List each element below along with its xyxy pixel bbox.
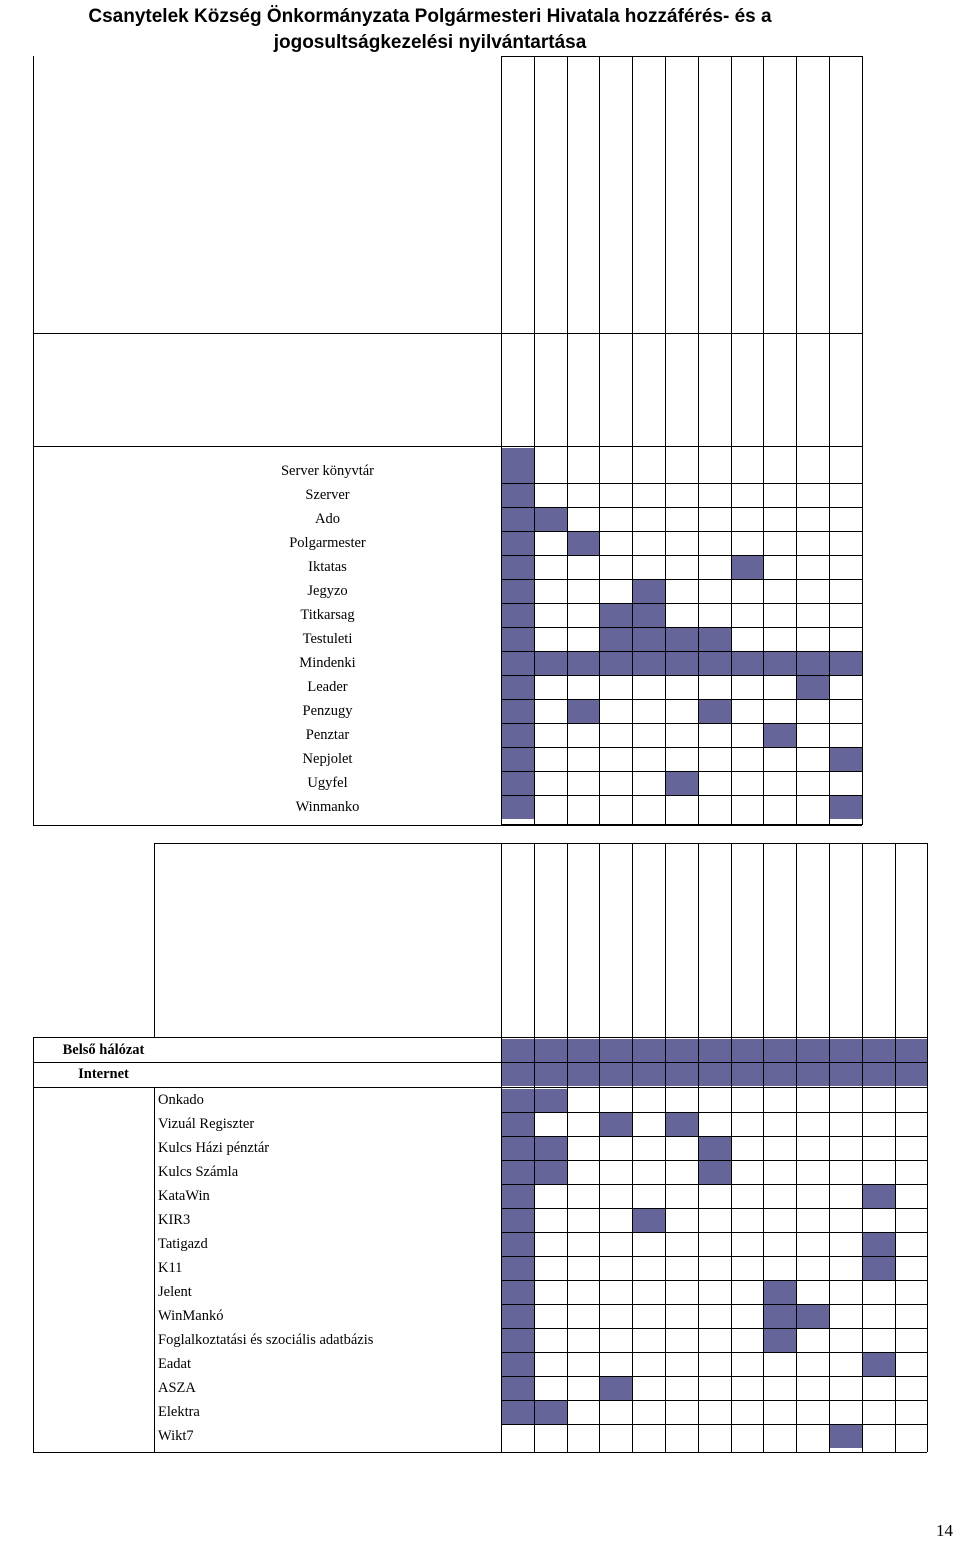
grid-line-horizontal (501, 531, 862, 532)
row-label: Iktatas (308, 559, 347, 575)
access-cell-granted (600, 1039, 632, 1062)
access-cell-granted (502, 652, 534, 675)
grid-line-vertical (698, 843, 699, 1452)
access-cell-granted (502, 1329, 534, 1352)
access-cell-granted (699, 628, 731, 651)
access-cell-granted (502, 1039, 534, 1062)
grid-line-horizontal (501, 723, 862, 724)
access-cell-granted (502, 508, 534, 531)
grid-line-horizontal (501, 1208, 927, 1209)
access-cell-granted (764, 1329, 796, 1352)
access-cell-granted (830, 652, 862, 675)
access-cell-granted (830, 1063, 862, 1086)
grid-line-horizontal (501, 1376, 927, 1377)
access-cell-granted (502, 1353, 534, 1376)
network-row-label: Internet (78, 1066, 129, 1082)
grid-line-vertical (665, 56, 666, 825)
access-cell-granted (764, 1305, 796, 1328)
grid-line-horizontal (501, 699, 862, 700)
grid-line-horizontal (501, 627, 862, 628)
grid-line-vertical (567, 56, 568, 825)
program-row-label: Jelent (158, 1284, 192, 1300)
access-cell-granted (863, 1257, 895, 1280)
grid-line-horizontal (33, 825, 862, 826)
access-cell-granted (732, 1039, 764, 1062)
network-row-label: Belső hálózat (62, 1042, 145, 1058)
program-row-label: Onkado (158, 1092, 204, 1108)
access-cell-granted (633, 580, 665, 603)
access-cell-granted (764, 1281, 796, 1304)
grid-line-vertical (567, 843, 568, 1452)
access-cell-granted (666, 1063, 698, 1086)
program-row-label: ASZA (158, 1380, 196, 1396)
access-cell-granted (797, 1063, 829, 1086)
grid-line-horizontal (33, 1062, 927, 1063)
grid-line-vertical (599, 56, 600, 825)
access-cell-granted (699, 1063, 731, 1086)
grid-line-vertical (501, 843, 502, 1452)
grid-line-horizontal (501, 1352, 927, 1353)
access-cell-granted (699, 1161, 731, 1184)
access-cell-granted (764, 1063, 796, 1086)
grid-line-horizontal (501, 771, 862, 772)
grid-line-vertical (763, 843, 764, 1452)
grid-line-vertical (829, 843, 830, 1452)
grid-line-horizontal (501, 747, 862, 748)
grid-line-horizontal (501, 1280, 927, 1281)
grid-line-horizontal (501, 1232, 927, 1233)
grid-line-horizontal (33, 1087, 927, 1088)
access-cell-granted (764, 652, 796, 675)
grid-line-horizontal (501, 1328, 927, 1329)
access-cell-granted (797, 652, 829, 675)
grid-line-horizontal (501, 1400, 927, 1401)
access-cell-granted (502, 700, 534, 723)
access-cell-granted (535, 508, 567, 531)
program-row-label: Kulcs Számla (158, 1164, 239, 1180)
grid-line-horizontal (501, 579, 862, 580)
program-row-label: Tatigazd (158, 1236, 208, 1252)
access-cell-granted (863, 1039, 895, 1062)
row-label: Ugyfel (307, 775, 348, 791)
grid-line-vertical (927, 843, 928, 1452)
access-cell-granted (863, 1185, 895, 1208)
row-label: Jegyzo (307, 583, 348, 599)
access-cell-granted (830, 748, 862, 771)
access-cell-granted (732, 556, 764, 579)
document-title (0, 4, 860, 56)
grid-line-horizontal (154, 843, 927, 844)
access-cell-granted (666, 652, 698, 675)
grid-line-horizontal (501, 651, 862, 652)
row-label: Szerver (305, 487, 350, 503)
access-cell-granted (502, 556, 534, 579)
program-row-label: Wikt7 (158, 1428, 194, 1444)
access-cell-granted (568, 532, 600, 555)
access-cell-granted (699, 700, 731, 723)
access-cell-granted (502, 724, 534, 747)
access-cell-granted (699, 1039, 731, 1062)
grid-line-horizontal (501, 824, 862, 825)
access-cell-granted (896, 1063, 928, 1086)
access-cell-granted (732, 652, 764, 675)
row-label: Nepjolet (302, 751, 353, 767)
grid-line-vertical (796, 56, 797, 825)
access-cell-granted (502, 1185, 534, 1208)
grid-line-horizontal (501, 56, 862, 57)
row-label: Titkarsag (300, 607, 355, 623)
grid-line-horizontal (501, 483, 862, 484)
access-cell-granted (502, 532, 534, 555)
row-label: Ado (315, 511, 340, 527)
grid-line-horizontal (33, 446, 862, 447)
program-row-label: Kulcs Házi pénztár (158, 1140, 270, 1156)
program-row-label: K11 (158, 1260, 183, 1276)
program-row-label: KIR3 (158, 1212, 191, 1228)
access-cell-granted (535, 1161, 567, 1184)
page-number: 14 (936, 1521, 953, 1540)
access-cell-granted (633, 1063, 665, 1086)
access-cell-granted (502, 1305, 534, 1328)
access-cell-granted (535, 1063, 567, 1086)
access-cell-granted (732, 1063, 764, 1086)
grid-line-vertical (731, 56, 732, 825)
access-cell-granted (502, 1401, 534, 1424)
access-cell-granted (502, 676, 534, 699)
grid-line-horizontal (501, 603, 862, 604)
access-cell-granted (502, 484, 534, 507)
grid-line-vertical (698, 56, 699, 825)
access-cell-granted (502, 772, 534, 795)
access-cell-granted (699, 1137, 731, 1160)
grid-line-vertical (501, 56, 502, 825)
grid-line-vertical (632, 843, 633, 1452)
access-cell-granted (666, 628, 698, 651)
grid-line-horizontal (501, 795, 862, 796)
access-cell-granted (502, 1063, 534, 1086)
program-row-label: KataWin (158, 1188, 210, 1204)
access-cell-granted (535, 1089, 567, 1112)
grid-line-vertical (154, 843, 155, 1037)
grid-line-horizontal (501, 1304, 927, 1305)
grid-line-vertical (665, 843, 666, 1452)
access-cell-granted (830, 1425, 862, 1448)
access-cell-granted (600, 652, 632, 675)
access-cell-granted (797, 1039, 829, 1062)
title-line-1: Csanytelek Község Önkormányzata Polgármesteri Hivatala hozzáférés- és a (88, 6, 772, 27)
grid-line-vertical (829, 56, 830, 825)
grid-line-vertical (895, 843, 896, 1452)
access-cell-granted (502, 1233, 534, 1256)
access-cell-granted (600, 1377, 632, 1400)
row-label: Testuleti (302, 631, 353, 647)
access-cell-granted (764, 724, 796, 747)
access-cell-granted (502, 1377, 534, 1400)
access-cell-granted (600, 1063, 632, 1086)
access-cell-granted (568, 1039, 600, 1062)
program-row-label: Eadat (158, 1356, 192, 1372)
access-cell-granted (666, 1039, 698, 1062)
row-label: Server könyvtár (280, 463, 374, 479)
access-cell-granted (633, 1209, 665, 1232)
row-label: Penztar (305, 727, 350, 743)
access-cell-granted (568, 1063, 600, 1086)
access-cell-granted (600, 1113, 632, 1136)
access-cell-granted (535, 1137, 567, 1160)
grid-line-horizontal (501, 1184, 927, 1185)
access-cell-granted (535, 652, 567, 675)
access-cell-granted (535, 1401, 567, 1424)
program-row-label: WinMankó (158, 1308, 224, 1324)
grid-line-horizontal (501, 1112, 927, 1113)
grid-line-horizontal (501, 1256, 927, 1257)
access-cell-granted (502, 1257, 534, 1280)
access-cell-granted (568, 652, 600, 675)
grid-line-horizontal (501, 1160, 927, 1161)
access-cell-granted (502, 748, 534, 771)
access-cell-granted (633, 652, 665, 675)
access-cell-granted (502, 1113, 534, 1136)
grid-line-horizontal (501, 555, 862, 556)
access-cell-granted (666, 772, 698, 795)
grid-line-vertical (534, 843, 535, 1452)
grid-line-vertical (796, 843, 797, 1452)
grid-line-horizontal (501, 1136, 927, 1137)
row-label: Polgarmester (289, 535, 366, 551)
row-label: Penzugy (302, 703, 353, 719)
row-label: Mindenki (299, 655, 356, 671)
access-cell-granted (666, 1113, 698, 1136)
access-cell-granted (764, 1039, 796, 1062)
grid-line-horizontal (33, 1452, 927, 1453)
access-cell-granted (600, 628, 632, 651)
grid-line-vertical (154, 1088, 155, 1452)
access-cell-granted (502, 628, 534, 651)
row-label: Leader (307, 679, 348, 695)
program-row-label: Vizuál Regiszter (158, 1116, 255, 1132)
row-label: Winmanko (295, 799, 360, 815)
access-cell-granted (633, 1039, 665, 1062)
access-cell-granted (699, 652, 731, 675)
grid-line-vertical (862, 843, 863, 1452)
program-row-label: Elektra (158, 1404, 200, 1420)
access-cell-granted (502, 1089, 534, 1112)
access-cell-granted (600, 604, 632, 627)
access-cell-granted (502, 1281, 534, 1304)
access-cell-granted (896, 1039, 928, 1062)
access-cell-granted (633, 628, 665, 651)
access-cell-granted (863, 1353, 895, 1376)
access-cell-granted (502, 580, 534, 603)
grid-line-vertical (632, 56, 633, 825)
grid-line-vertical (33, 333, 34, 825)
grid-line-vertical (599, 843, 600, 1452)
grid-line-horizontal (33, 333, 862, 334)
access-cell-granted (633, 604, 665, 627)
grid-line-horizontal (501, 507, 862, 508)
access-cell-granted (863, 1063, 895, 1086)
access-cell-granted (502, 796, 534, 819)
title-line-2: jogosultságkezelési nyilvántartása (273, 32, 587, 53)
grid-line-vertical (731, 843, 732, 1452)
grid-line-horizontal (33, 1037, 927, 1038)
program-row-label: Foglalkoztatási és szociális adatbázis (158, 1332, 374, 1348)
access-cell-granted (502, 604, 534, 627)
access-cell-granted (502, 1209, 534, 1232)
access-cell-granted (830, 796, 862, 819)
access-cell-granted (797, 676, 829, 699)
grid-line-horizontal (501, 1424, 927, 1425)
grid-line-vertical (534, 56, 535, 825)
grid-line-horizontal (501, 675, 862, 676)
access-cell-granted (502, 448, 534, 483)
access-cell-granted (568, 700, 600, 723)
access-cell-granted (797, 1305, 829, 1328)
access-cell-granted (502, 1137, 534, 1160)
access-cell-granted (863, 1233, 895, 1256)
grid-line-vertical (862, 56, 863, 825)
grid-line-vertical (33, 1037, 34, 1452)
grid-line-vertical (763, 56, 764, 825)
access-cell-granted (830, 1039, 862, 1062)
access-cell-granted (502, 1161, 534, 1184)
access-cell-granted (535, 1039, 567, 1062)
